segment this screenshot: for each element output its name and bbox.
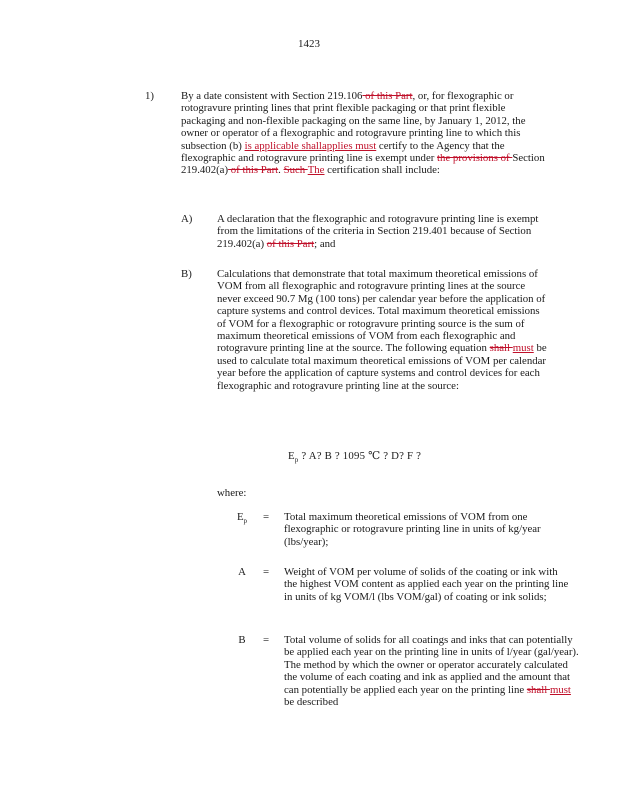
inserted-text: must bbox=[352, 139, 377, 152]
text-segment: certify to the Agency that the flexographic and rotogravure printing line is exempt under bbox=[181, 139, 505, 165]
text-segment: . bbox=[278, 164, 284, 177]
inserted-text: must bbox=[549, 683, 571, 696]
inserted-text: The bbox=[307, 164, 325, 177]
where-label: where: bbox=[217, 487, 247, 499]
text-segment: A declaration that the flexographic and rotogravure printing line is exempt from the limitations of the criteria in Section 219.401 because of Section 219.402(a) bbox=[217, 213, 539, 250]
deleted-text: shall bbox=[489, 342, 513, 355]
text-segment: Calculations that demonstrate that total maximum theoretical emissions of VOM from all flexographic and rotogravure printing lines at the source never exceed 90.7 Mg (100 tons) per calendar year before the application of capture systems and control devices. Total maximum theoretical emissions of VOM for a flexographic or rotogravure printing source is the sum of maximum theoretical emissions of VOM from each flexographic and rotogravure printing line at the source. The following equation bbox=[217, 268, 546, 355]
equation-rhs: ? A? B ? 1095 ℃ ? D? F ? bbox=[301, 450, 422, 462]
text-segment: be used to calculate total maximum theoretical emissions of VOM per calendar year before the application of capture systems and control devices for each flexographic and rotogravure printing line at the source: bbox=[217, 342, 547, 392]
variable-ep-equals: = bbox=[262, 511, 270, 523]
text-segment: ; and bbox=[314, 237, 336, 250]
variable-a-symbol: A bbox=[238, 566, 246, 578]
equation-lhs: E bbox=[288, 450, 295, 462]
text-segment: Weight of VOM per volume of solids of the coating or ink with the highest VOM content as applied each year on the printing line in units of kg VOM/l (lbs VOM/gal) of coating or ink solids; bbox=[284, 566, 569, 603]
section-paragraph bbox=[181, 90, 546, 177]
variable-a-definition bbox=[284, 566, 569, 603]
deleted-text: Such bbox=[283, 164, 308, 177]
text-segment: , or, for flexographic or rotogravure printing lines that print flexible packaging or that print flexible packaging and non-flexible packaging on the same line, by January 1, 2012, the owner or operator of a flexographic and rotogravure printing line to which this subsection (b) bbox=[181, 90, 526, 152]
deleted-text: shall bbox=[526, 683, 550, 696]
item-b-label: B) bbox=[181, 268, 192, 280]
text-segment: Total maximum theoretical emissions of VOM from one flexographic or rotogravure printing line in units of kg/year (lbs/year); bbox=[284, 511, 541, 548]
equation-lhs-sub: p bbox=[294, 456, 299, 465]
inserted-text: is applicable shall bbox=[244, 139, 322, 152]
inserted-text: applies bbox=[321, 139, 353, 152]
deleted-text: of this Part bbox=[362, 90, 413, 102]
section-label: 1) bbox=[145, 90, 154, 102]
variable-b-equals: = bbox=[262, 634, 270, 646]
variable-b-definition bbox=[284, 634, 579, 708]
variable-a-equals: = bbox=[262, 566, 270, 578]
equation bbox=[288, 450, 421, 467]
variable-ep-definition bbox=[284, 511, 556, 548]
text-segment: By a date consistent with Section 219.106 bbox=[181, 90, 363, 102]
inserted-text: must bbox=[512, 342, 534, 355]
page-number: 1423 bbox=[298, 38, 320, 50]
text-segment: Total volume of solids for all coatings and inks that can potentially be applied each year on the printing line in units of l/year (gal/year). The method by which the owner or operator accurately calculated the volume of each coating and ink as applied and the amount that can potentially be applied each year on the printing line bbox=[284, 634, 579, 696]
deleted-text: of this Part bbox=[266, 237, 315, 250]
deleted-text: of this Part bbox=[228, 164, 279, 177]
item-b-paragraph bbox=[217, 268, 547, 392]
variable-ep-symbol: $E_p$ bbox=[236, 511, 248, 526]
text-segment: be described bbox=[284, 696, 339, 709]
deleted-text: the provisions of bbox=[437, 152, 513, 165]
text-segment: Section 219.402(a) bbox=[181, 152, 545, 177]
text-segment: certification shall include: bbox=[324, 164, 440, 177]
item-a-label: A) bbox=[181, 213, 193, 225]
item-a-paragraph bbox=[217, 213, 547, 250]
variable-b-symbol: B bbox=[238, 634, 246, 646]
